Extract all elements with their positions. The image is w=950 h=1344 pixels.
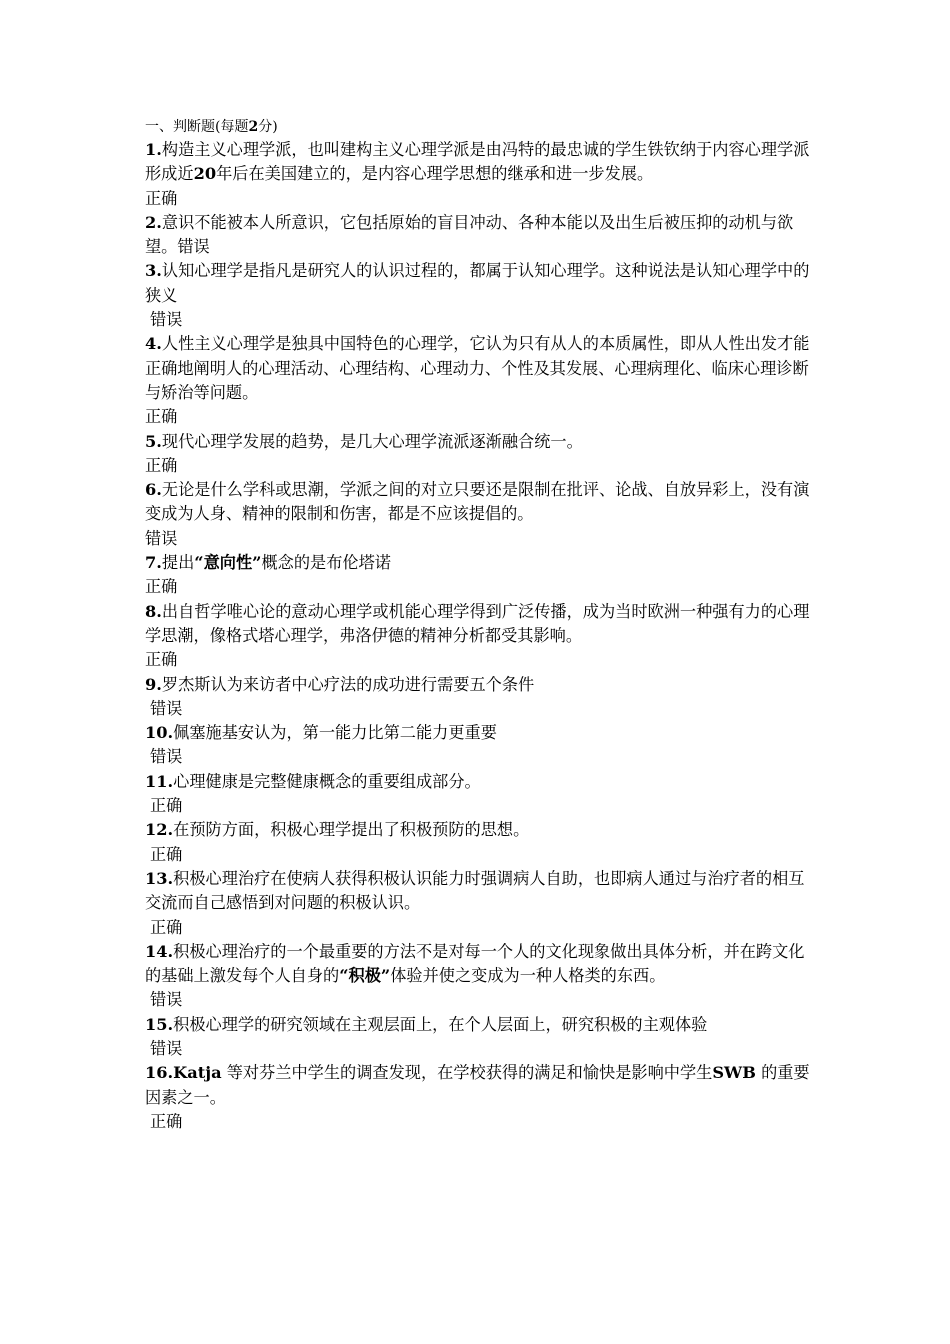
- question-text: 人性主义心理学是独具中国特色的心理学，它认为只有从人的本质属性，即从人性出发才能正确地阐明人的心理活动、心理结构、心理动力、个性及其发展、心理病理化、临床心理诊断与矫治等问题。: [145, 334, 810, 402]
- question-1: [145, 138, 810, 187]
- question-number: 11.: [145, 771, 174, 791]
- question-bold-text-end: SWB: [712, 1063, 756, 1083]
- question-text-continued: 概念的是布伦塔诺: [261, 553, 391, 573]
- question-16: [145, 1061, 810, 1110]
- question-bold-text: “积极”: [339, 966, 391, 986]
- answer-15: 错误: [150, 1038, 183, 1058]
- question-number: 10.: [145, 723, 174, 743]
- question-text: 在预防方面，积极心理学提出了积极预防的思想。: [173, 820, 530, 840]
- question-text: 意识不能被本人所意识，它包括原始的盲目冲动、各种本能以及出生后被压抑的动机与欲望。: [145, 212, 794, 257]
- question-12: [145, 818, 810, 842]
- section-title-suffix: 分): [258, 119, 278, 135]
- question-text: 积极心理学的研究领域在主观层面上，在个人层面上，研究积极的主观体验: [173, 1014, 708, 1034]
- question-number: 9.: [145, 674, 162, 694]
- question-text-continued: 体验并使之变成为一种人格类的东西。: [390, 966, 666, 986]
- answer-6: 错误: [145, 528, 178, 548]
- answer-9: 错误: [150, 698, 183, 718]
- document-page: [145, 116, 810, 1134]
- question-text-end: 的重要因素之一。: [145, 1063, 810, 1107]
- answer-8: 正确: [145, 650, 178, 670]
- section-title-prefix: 一、判断题(每题: [145, 119, 249, 135]
- answer-12: 正确: [150, 844, 183, 864]
- question-number: 4.: [145, 334, 162, 354]
- section-title-points: 2: [248, 119, 259, 135]
- question-number: 7.: [145, 553, 162, 573]
- question-8: [145, 600, 810, 649]
- answer-7: 正确: [145, 577, 178, 597]
- question-number: 2.: [145, 212, 162, 232]
- question-7: [145, 551, 810, 575]
- question-5: [145, 430, 810, 454]
- question-text: 出自哲学唯心论的意动心理学或机能心理学得到广泛传播，成为当时欧洲一种强有力的心理学思潮，像格式塔心理学，弗洛伊德的精神分析都受其影响。: [145, 601, 810, 645]
- question-text: 积极心理治疗的一个最重要的方法不是对每一个人的文化现象做出具体分析，并在跨文化的基础上激发每个人自身的: [145, 941, 805, 986]
- question-14: [145, 940, 810, 989]
- question-number: 6.: [145, 480, 162, 500]
- question-text: 提出: [161, 553, 195, 573]
- question-13: [145, 867, 810, 916]
- question-text: 佩塞施基安认为，第一能力比第二能力更重要: [173, 723, 497, 743]
- answer-1: 正确: [145, 188, 178, 208]
- answer-16: 正确: [150, 1111, 183, 1131]
- question-text: 罗杰斯认为来访者中心疗法的成功进行需要五个条件: [161, 674, 535, 694]
- answer-11: 正确: [150, 796, 183, 816]
- question-10: [145, 721, 810, 745]
- question-text: 无论是什么学科或思潮，学派之间的对立只要还是限制在批评、论战、自放异彩上，没有演变成为人身、精神的限制和伤害，都是不应该提倡的。: [145, 480, 810, 524]
- question-number: 15.: [145, 1014, 174, 1034]
- question-number: 13.: [145, 868, 174, 888]
- question-number: 8.: [145, 601, 162, 621]
- question-number: 16.: [145, 1063, 174, 1083]
- question-text: 积极心理治疗在使病人获得积极认识能力时强调病人自助，也即病人通过与治疗者的相互交流而自己感悟到对问题的积极认识。: [145, 868, 805, 913]
- question-number: 14.: [145, 941, 174, 961]
- answer-10: 错误: [150, 747, 183, 767]
- question-text-continued: 等对芬兰中学生的调查发现，在学校获得的满足和愉快是影响中学生: [226, 1063, 713, 1083]
- question-text: 心理健康是完整健康概念的重要组成部分。: [173, 771, 481, 791]
- question-6: [145, 478, 810, 527]
- question-number: 1.: [145, 140, 162, 159]
- answer-14: 错误: [150, 990, 183, 1010]
- question-text: 认知心理学是指凡是研究人的认识过程的，都属于认知心理学。这种说法是认知心理学中的狭义: [145, 261, 810, 305]
- question-9: [145, 673, 810, 697]
- question-4: [145, 332, 810, 405]
- answer-2: 错误: [177, 237, 210, 257]
- answer-5: 正确: [145, 455, 178, 475]
- question-text: 现代心理学发展的趋势，是几大心理学流派逐渐融合统一。: [161, 431, 583, 451]
- answer-13: 正确: [150, 917, 183, 937]
- question-number: 5.: [145, 431, 162, 451]
- question-15: [145, 1013, 810, 1037]
- question-2: [145, 211, 810, 260]
- question-11: [145, 770, 810, 794]
- question-bold-text: “意向性”: [194, 553, 262, 573]
- answer-4: 正确: [145, 407, 178, 427]
- question-text: 构造主义心理学派，也叫建构主义心理学派是由冯特的最忠诚的学生铁钦纳于内容心理学派形成近: [145, 140, 810, 184]
- question-number: 12.: [145, 820, 174, 840]
- answer-3: 错误: [150, 310, 183, 330]
- question-bold-text: Katja: [173, 1063, 222, 1083]
- question-text-continued: 年后在美国建立的，是内容心理学思想的继承和进一步发展。: [216, 164, 654, 184]
- question-number: 3.: [145, 261, 162, 281]
- question-3: [145, 259, 810, 308]
- question-bold-text: 20: [193, 164, 217, 184]
- section-title: [145, 116, 810, 138]
